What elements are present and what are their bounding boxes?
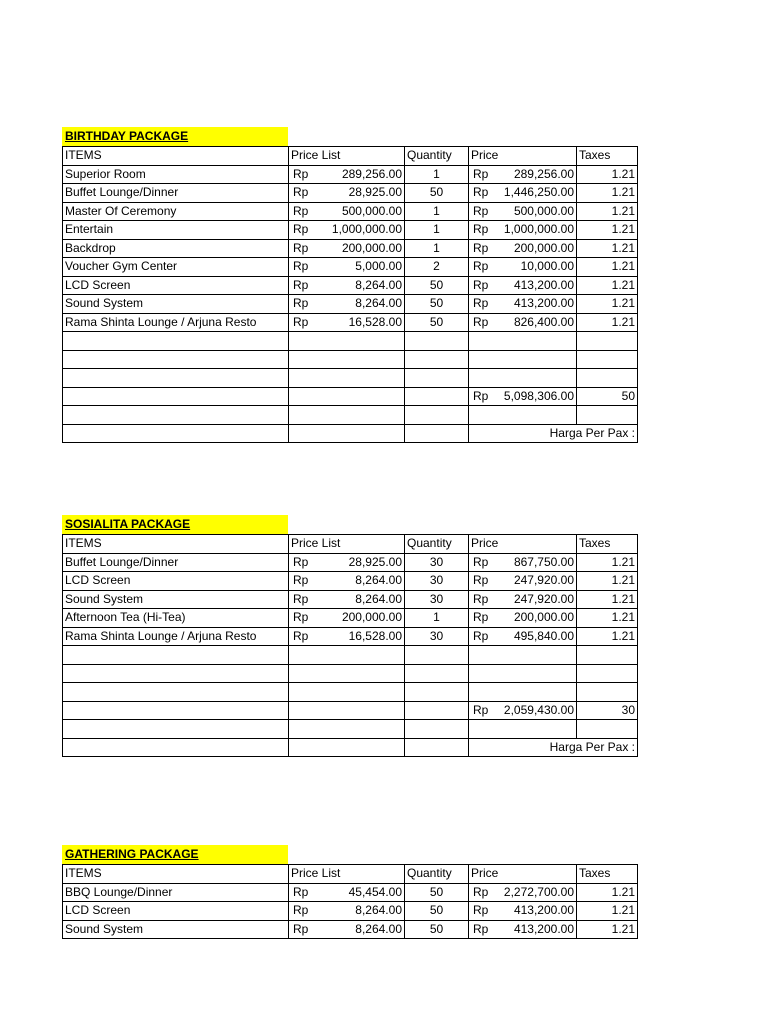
header-items: ITEMS	[63, 535, 289, 554]
quantity: 1	[405, 239, 469, 258]
total-pax: 30	[577, 701, 638, 720]
price-cell	[469, 313, 577, 332]
tax: 1.21	[577, 627, 638, 646]
birthday-package	[62, 127, 638, 443]
price-cell	[469, 165, 577, 184]
line-price: 247,920.00	[513, 573, 574, 588]
currency: Rp	[293, 222, 309, 237]
quantity: 1	[405, 609, 469, 628]
line-price: 200,000.00	[513, 240, 574, 255]
tax: 1.21	[577, 184, 638, 203]
table-row	[63, 313, 638, 332]
currency: Rp	[473, 314, 489, 329]
quantity: 50	[405, 313, 469, 332]
header-price-list: Price List	[289, 535, 405, 554]
price-cell	[469, 276, 577, 295]
tax: 1.21	[577, 609, 638, 628]
unit-price-cell	[289, 165, 405, 184]
price-cell	[469, 883, 577, 902]
unit-price-cell	[289, 313, 405, 332]
unit-price-cell	[289, 902, 405, 921]
line-price: 413,200.00	[513, 921, 574, 936]
item-name: Rama Shinta Lounge / Arjuna Resto	[63, 627, 289, 646]
unit-price-cell	[289, 221, 405, 240]
table-row	[63, 276, 638, 295]
item-name: LCD Screen	[63, 572, 289, 591]
table-row	[63, 572, 638, 591]
unit-price: 45,454.00	[348, 884, 402, 899]
quantity: 30	[405, 590, 469, 609]
currency: Rp	[473, 388, 489, 403]
item-name: Sound System	[63, 295, 289, 314]
table-row	[63, 295, 638, 314]
line-price: 413,200.00	[513, 903, 574, 918]
quantity: 30	[405, 572, 469, 591]
tax: 1.21	[577, 920, 638, 939]
unit-price: 16,528.00	[348, 314, 402, 329]
package-table	[62, 534, 638, 757]
unit-price-cell	[289, 239, 405, 258]
blank-row	[63, 683, 638, 702]
line-price: 495,840.00	[513, 628, 574, 643]
unit-price: 500,000.00	[341, 203, 402, 218]
header-row	[63, 865, 638, 884]
table-row	[63, 202, 638, 221]
total-row	[63, 387, 638, 406]
tax: 1.21	[577, 313, 638, 332]
header-price: Price	[469, 535, 577, 554]
blank-row	[63, 720, 638, 739]
currency: Rp	[473, 591, 489, 606]
header-price: Price	[469, 147, 577, 166]
price-cell	[469, 920, 577, 939]
item-name: LCD Screen	[63, 902, 289, 921]
blank-row	[63, 406, 638, 425]
per-pax-row	[63, 738, 638, 757]
total-amount: 2,059,430.00	[503, 702, 574, 717]
quantity: 30	[405, 627, 469, 646]
unit-price-cell	[289, 572, 405, 591]
quantity: 1	[405, 221, 469, 240]
package-title: SOSIALITA PACKAGE	[62, 515, 288, 534]
header-row	[63, 147, 638, 166]
price-cell	[469, 590, 577, 609]
table-row	[63, 627, 638, 646]
tax: 1.21	[577, 572, 638, 591]
currency: Rp	[473, 185, 489, 200]
currency: Rp	[473, 884, 489, 899]
per-pax-label: Harga Per Pax :	[469, 738, 638, 757]
total-pax: 50	[577, 387, 638, 406]
header-price: Price	[469, 865, 577, 884]
currency: Rp	[473, 628, 489, 643]
unit-price: 8,264.00	[355, 277, 402, 292]
header-price-list: Price List	[289, 147, 405, 166]
table-row	[63, 883, 638, 902]
price-cell	[469, 627, 577, 646]
price-cell	[469, 184, 577, 203]
tax: 1.21	[577, 902, 638, 921]
quantity: 50	[405, 902, 469, 921]
table-row	[63, 258, 638, 277]
currency: Rp	[473, 166, 489, 181]
price-cell	[469, 258, 577, 277]
price-cell	[469, 202, 577, 221]
item-name: Sound System	[63, 590, 289, 609]
unit-price-cell	[289, 184, 405, 203]
item-name: Entertain	[63, 221, 289, 240]
currency: Rp	[293, 591, 309, 606]
currency: Rp	[473, 573, 489, 588]
item-name: Master Of Ceremony	[63, 202, 289, 221]
unit-price-cell	[289, 553, 405, 572]
currency: Rp	[293, 314, 309, 329]
item-name: Voucher Gym Center	[63, 258, 289, 277]
package-table	[62, 146, 638, 443]
total-row	[63, 701, 638, 720]
unit-price: 16,528.00	[348, 628, 402, 643]
table-row	[63, 609, 638, 628]
header-items: ITEMS	[63, 147, 289, 166]
table-row	[63, 221, 638, 240]
unit-price: 8,264.00	[355, 573, 402, 588]
unit-price-cell	[289, 276, 405, 295]
quantity: 50	[405, 883, 469, 902]
line-price: 289,256.00	[513, 166, 574, 181]
header-quantity: Quantity	[405, 865, 469, 884]
table-row	[63, 920, 638, 939]
item-name: Buffet Lounge/Dinner	[63, 184, 289, 203]
line-price: 200,000.00	[513, 610, 574, 625]
per-pax-label: Harga Per Pax :	[469, 424, 638, 443]
currency: Rp	[293, 185, 309, 200]
quantity: 1	[405, 202, 469, 221]
unit-price-cell	[289, 295, 405, 314]
unit-price: 289,256.00	[341, 166, 402, 181]
tax: 1.21	[577, 553, 638, 572]
line-price: 247,920.00	[513, 591, 574, 606]
quantity: 50	[405, 920, 469, 939]
currency: Rp	[293, 240, 309, 255]
unit-price-cell	[289, 920, 405, 939]
unit-price: 1,000,000.00	[331, 222, 402, 237]
unit-price-cell	[289, 258, 405, 277]
blank-row	[63, 369, 638, 388]
line-price: 867,750.00	[513, 554, 574, 569]
tax: 1.21	[577, 239, 638, 258]
currency: Rp	[473, 610, 489, 625]
currency: Rp	[293, 296, 309, 311]
tax: 1.21	[577, 165, 638, 184]
header-taxes: Taxes	[577, 535, 638, 554]
currency: Rp	[293, 903, 309, 918]
line-price: 1,000,000.00	[503, 222, 574, 237]
unit-price: 8,264.00	[355, 591, 402, 606]
line-price: 2,272,700.00	[503, 884, 574, 899]
package-title: GATHERING PACKAGE	[62, 845, 288, 864]
currency: Rp	[473, 903, 489, 918]
line-price: 10,000.00	[520, 259, 574, 274]
header-quantity: Quantity	[405, 535, 469, 554]
item-name: Buffet Lounge/Dinner	[63, 553, 289, 572]
gathering-package	[62, 845, 638, 939]
unit-price: 8,264.00	[355, 903, 402, 918]
unit-price: 28,925.00	[348, 185, 402, 200]
table-row	[63, 553, 638, 572]
price-cell	[469, 239, 577, 258]
quantity: 2	[405, 258, 469, 277]
unit-price-cell	[289, 609, 405, 628]
item-name: Backdrop	[63, 239, 289, 258]
line-price: 1,446,250.00	[503, 185, 574, 200]
blank-row	[63, 664, 638, 683]
currency: Rp	[293, 884, 309, 899]
unit-price: 200,000.00	[341, 610, 402, 625]
quantity: 50	[405, 295, 469, 314]
currency: Rp	[473, 259, 489, 274]
header-price-list: Price List	[289, 865, 405, 884]
quantity: 50	[405, 184, 469, 203]
header-taxes: Taxes	[577, 147, 638, 166]
item-name: LCD Screen	[63, 276, 289, 295]
table-row	[63, 165, 638, 184]
header-taxes: Taxes	[577, 865, 638, 884]
quantity: 1	[405, 165, 469, 184]
price-cell	[469, 295, 577, 314]
table-row	[63, 902, 638, 921]
price-cell	[469, 609, 577, 628]
unit-price: 8,264.00	[355, 921, 402, 936]
unit-price: 8,264.00	[355, 296, 402, 311]
tax: 1.21	[577, 590, 638, 609]
price-cell	[469, 553, 577, 572]
item-name: Superior Room	[63, 165, 289, 184]
table-row	[63, 590, 638, 609]
currency: Rp	[473, 554, 489, 569]
price-cell	[469, 221, 577, 240]
table-row	[63, 239, 638, 258]
item-name: BBQ Lounge/Dinner	[63, 883, 289, 902]
item-name: Afternoon Tea (Hi-Tea)	[63, 609, 289, 628]
currency: Rp	[293, 554, 309, 569]
currency: Rp	[473, 702, 489, 717]
header-quantity: Quantity	[405, 147, 469, 166]
tax: 1.21	[577, 276, 638, 295]
currency: Rp	[293, 259, 309, 274]
header-items: ITEMS	[63, 865, 289, 884]
unit-price-cell	[289, 883, 405, 902]
unit-price: 5,000.00	[355, 259, 402, 274]
currency: Rp	[293, 921, 309, 936]
unit-price-cell	[289, 202, 405, 221]
currency: Rp	[293, 573, 309, 588]
currency: Rp	[473, 296, 489, 311]
unit-price: 28,925.00	[348, 554, 402, 569]
unit-price: 200,000.00	[341, 240, 402, 255]
price-cell	[469, 572, 577, 591]
currency: Rp	[473, 277, 489, 292]
unit-price-cell	[289, 627, 405, 646]
line-price: 413,200.00	[513, 277, 574, 292]
currency: Rp	[293, 166, 309, 181]
total-price-cell	[469, 387, 577, 406]
currency: Rp	[473, 240, 489, 255]
tax: 1.21	[577, 295, 638, 314]
blank-row	[63, 646, 638, 665]
quantity: 50	[405, 276, 469, 295]
currency: Rp	[473, 921, 489, 936]
per-pax-row	[63, 424, 638, 443]
unit-price-cell	[289, 590, 405, 609]
currency: Rp	[473, 203, 489, 218]
currency: Rp	[293, 277, 309, 292]
quantity: 30	[405, 553, 469, 572]
currency: Rp	[293, 610, 309, 625]
package-title: BIRTHDAY PACKAGE	[62, 127, 288, 146]
total-amount: 5,098,306.00	[503, 388, 574, 403]
price-cell	[469, 902, 577, 921]
tax: 1.21	[577, 202, 638, 221]
tax: 1.21	[577, 221, 638, 240]
line-price: 826,400.00	[513, 314, 574, 329]
currency: Rp	[293, 628, 309, 643]
tax: 1.21	[577, 883, 638, 902]
line-price: 413,200.00	[513, 296, 574, 311]
sosialita-package	[62, 515, 638, 757]
item-name: Rama Shinta Lounge / Arjuna Resto	[63, 313, 289, 332]
item-name: Sound System	[63, 920, 289, 939]
tax: 1.21	[577, 258, 638, 277]
blank-row	[63, 332, 638, 351]
line-price: 500,000.00	[513, 203, 574, 218]
header-row	[63, 535, 638, 554]
blank-row	[63, 350, 638, 369]
currency: Rp	[473, 222, 489, 237]
currency: Rp	[293, 203, 309, 218]
package-table	[62, 864, 638, 939]
table-row	[63, 184, 638, 203]
total-price-cell	[469, 701, 577, 720]
